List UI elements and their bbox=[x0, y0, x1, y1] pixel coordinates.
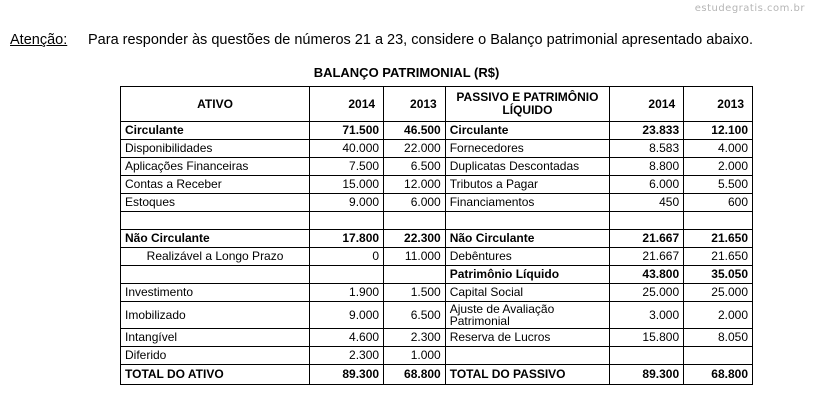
cell-passivo-2013: 5.500 bbox=[684, 176, 753, 194]
cell-ativo-2013: 22.000 bbox=[384, 140, 446, 158]
cell-blank bbox=[445, 347, 609, 365]
cell-passivo-2013: 600 bbox=[684, 194, 753, 212]
cell-passivo-2013: 2.000 bbox=[684, 158, 753, 176]
cell-passivo-2013: 8.050 bbox=[684, 329, 753, 347]
cell-ativo-label: Contas a Receber bbox=[121, 176, 310, 194]
cell-passivo-label: Debêntures bbox=[445, 248, 609, 266]
cell-ativo-2014: 9.000 bbox=[310, 194, 384, 212]
row-estoques bbox=[121, 194, 753, 212]
cell-ativo-2013: 1.000 bbox=[384, 347, 446, 365]
cell-passivo-label: Ajuste de Avaliação Patrimonial bbox=[445, 302, 609, 329]
cell-ativo-2014: 17.800 bbox=[310, 230, 384, 248]
row-diferido bbox=[121, 347, 753, 365]
cell-ativo-label: Disponibilidades bbox=[121, 140, 310, 158]
cell-ativo-2014: 7.500 bbox=[310, 158, 384, 176]
cell-passivo-2014: 23.833 bbox=[610, 122, 684, 140]
cell-passivo-2014: 8.800 bbox=[610, 158, 684, 176]
row-aplicacoes bbox=[121, 158, 753, 176]
cell-blank bbox=[310, 212, 384, 230]
row-patrimonio-liquido bbox=[121, 266, 753, 284]
cell-passivo-label: Capital Social bbox=[445, 284, 609, 302]
cell-blank bbox=[445, 212, 609, 230]
row-intangivel bbox=[121, 329, 753, 347]
header-passivo-2014: 2014 bbox=[610, 87, 684, 122]
cell-passivo-2014: 3.000 bbox=[610, 302, 684, 329]
cell-ativo-2014: 89.300 bbox=[310, 365, 384, 385]
cell-blank bbox=[121, 212, 310, 230]
cell-passivo-label: Tributos a Pagar bbox=[445, 176, 609, 194]
row-disponibilidades bbox=[121, 140, 753, 158]
balance-sheet-title: BALANÇO PATRIMONIAL (R$) bbox=[313, 65, 500, 80]
cell-ativo-2013: 12.000 bbox=[384, 176, 446, 194]
cell-ativo-2014: 40.000 bbox=[310, 140, 384, 158]
cell-passivo-2013: 12.100 bbox=[684, 122, 753, 140]
cell-blank bbox=[384, 212, 446, 230]
cell-passivo-label: Não Circulante bbox=[445, 230, 609, 248]
attention-note bbox=[10, 32, 754, 48]
header-row bbox=[121, 87, 753, 122]
cell-passivo-label: Patrimônio Líquido bbox=[445, 266, 609, 284]
cell-ativo-label: Realizável a Longo Prazo bbox=[121, 248, 310, 266]
row-total bbox=[121, 365, 753, 385]
row-contas-receber bbox=[121, 176, 753, 194]
cell-ativo-label: Aplicações Financeiras bbox=[121, 158, 310, 176]
cell-blank bbox=[310, 266, 384, 284]
cell-ativo-2014: 4.600 bbox=[310, 329, 384, 347]
watermark: estudegratis.com.br bbox=[694, 3, 805, 14]
cell-blank bbox=[684, 347, 753, 365]
cell-blank bbox=[684, 212, 753, 230]
balance-sheet-table bbox=[120, 86, 753, 385]
cell-ativo-2014: 71.500 bbox=[310, 122, 384, 140]
header-passivo-2013: 2013 bbox=[684, 87, 753, 122]
cell-ativo-label: Estoques bbox=[121, 194, 310, 212]
cell-blank bbox=[610, 212, 684, 230]
attention-label: Atenção: bbox=[10, 32, 68, 48]
cell-passivo-2013: 21.650 bbox=[684, 248, 753, 266]
cell-ativo-label: TOTAL DO ATIVO bbox=[121, 365, 310, 385]
row-imobilizado bbox=[121, 302, 753, 329]
cell-passivo-label: Financiamentos bbox=[445, 194, 609, 212]
attention-text: Para responder às questões de números 21 a 23, considere o Balanço patrimonial apresentado abaixo. bbox=[88, 32, 754, 48]
cell-passivo-2014: 15.800 bbox=[610, 329, 684, 347]
row-nao-circulante bbox=[121, 230, 753, 248]
cell-ativo-2014: 15.000 bbox=[310, 176, 384, 194]
cell-ativo-2014: 2.300 bbox=[310, 347, 384, 365]
cell-blank bbox=[384, 266, 446, 284]
cell-passivo-label: TOTAL DO PASSIVO bbox=[445, 365, 609, 385]
cell-passivo-label: Fornecedores bbox=[445, 140, 609, 158]
cell-passivo-2014: 43.800 bbox=[610, 266, 684, 284]
cell-ativo-2013: 46.500 bbox=[384, 122, 446, 140]
cell-passivo-label: Circulante bbox=[445, 122, 609, 140]
cell-passivo-2014: 6.000 bbox=[610, 176, 684, 194]
cell-blank bbox=[121, 266, 310, 284]
row-realizavel bbox=[121, 248, 753, 266]
cell-ativo-2013: 6.000 bbox=[384, 194, 446, 212]
cell-passivo-2013: 4.000 bbox=[684, 140, 753, 158]
cell-passivo-label: Duplicatas Descontadas bbox=[445, 158, 609, 176]
cell-ativo-2013: 1.500 bbox=[384, 284, 446, 302]
row-blank bbox=[121, 212, 753, 230]
cell-passivo-2013: 68.800 bbox=[684, 365, 753, 385]
cell-ativo-2014: 1.900 bbox=[310, 284, 384, 302]
cell-ativo-2013: 6.500 bbox=[384, 158, 446, 176]
header-ativo-2014: 2014 bbox=[310, 87, 384, 122]
cell-blank bbox=[610, 347, 684, 365]
cell-ativo-2014: 0 bbox=[310, 248, 384, 266]
cell-ativo-2013: 6.500 bbox=[384, 302, 446, 329]
cell-ativo-2014: 9.000 bbox=[310, 302, 384, 329]
cell-passivo-label: Reserva de Lucros bbox=[445, 329, 609, 347]
row-circulante bbox=[121, 122, 753, 140]
cell-ativo-2013: 22.300 bbox=[384, 230, 446, 248]
cell-ativo-label: Diferido bbox=[121, 347, 310, 365]
cell-passivo-2013: 2.000 bbox=[684, 302, 753, 329]
cell-passivo-2014: 25.000 bbox=[610, 284, 684, 302]
cell-ativo-label: Imobilizado bbox=[121, 302, 310, 329]
cell-ativo-label: Circulante bbox=[121, 122, 310, 140]
cell-passivo-2014: 21.667 bbox=[610, 248, 684, 266]
cell-passivo-2013: 35.050 bbox=[684, 266, 753, 284]
cell-passivo-2014: 89.300 bbox=[610, 365, 684, 385]
cell-ativo-label: Intangível bbox=[121, 329, 310, 347]
cell-ativo-label: Não Circulante bbox=[121, 230, 310, 248]
cell-passivo-2013: 25.000 bbox=[684, 284, 753, 302]
cell-passivo-2013: 21.650 bbox=[684, 230, 753, 248]
cell-ativo-label: Investimento bbox=[121, 284, 310, 302]
cell-passivo-2014: 450 bbox=[610, 194, 684, 212]
cell-passivo-2014: 8.583 bbox=[610, 140, 684, 158]
header-ativo-2013: 2013 bbox=[384, 87, 446, 122]
header-passivo: PASSIVO E PATRIMÔNIO LÍQUIDO bbox=[445, 87, 609, 122]
cell-passivo-2014: 21.667 bbox=[610, 230, 684, 248]
cell-ativo-2013: 2.300 bbox=[384, 329, 446, 347]
cell-ativo-2013: 11.000 bbox=[384, 248, 446, 266]
row-investimento bbox=[121, 284, 753, 302]
cell-ativo-2013: 68.800 bbox=[384, 365, 446, 385]
header-ativo: ATIVO bbox=[121, 87, 310, 122]
